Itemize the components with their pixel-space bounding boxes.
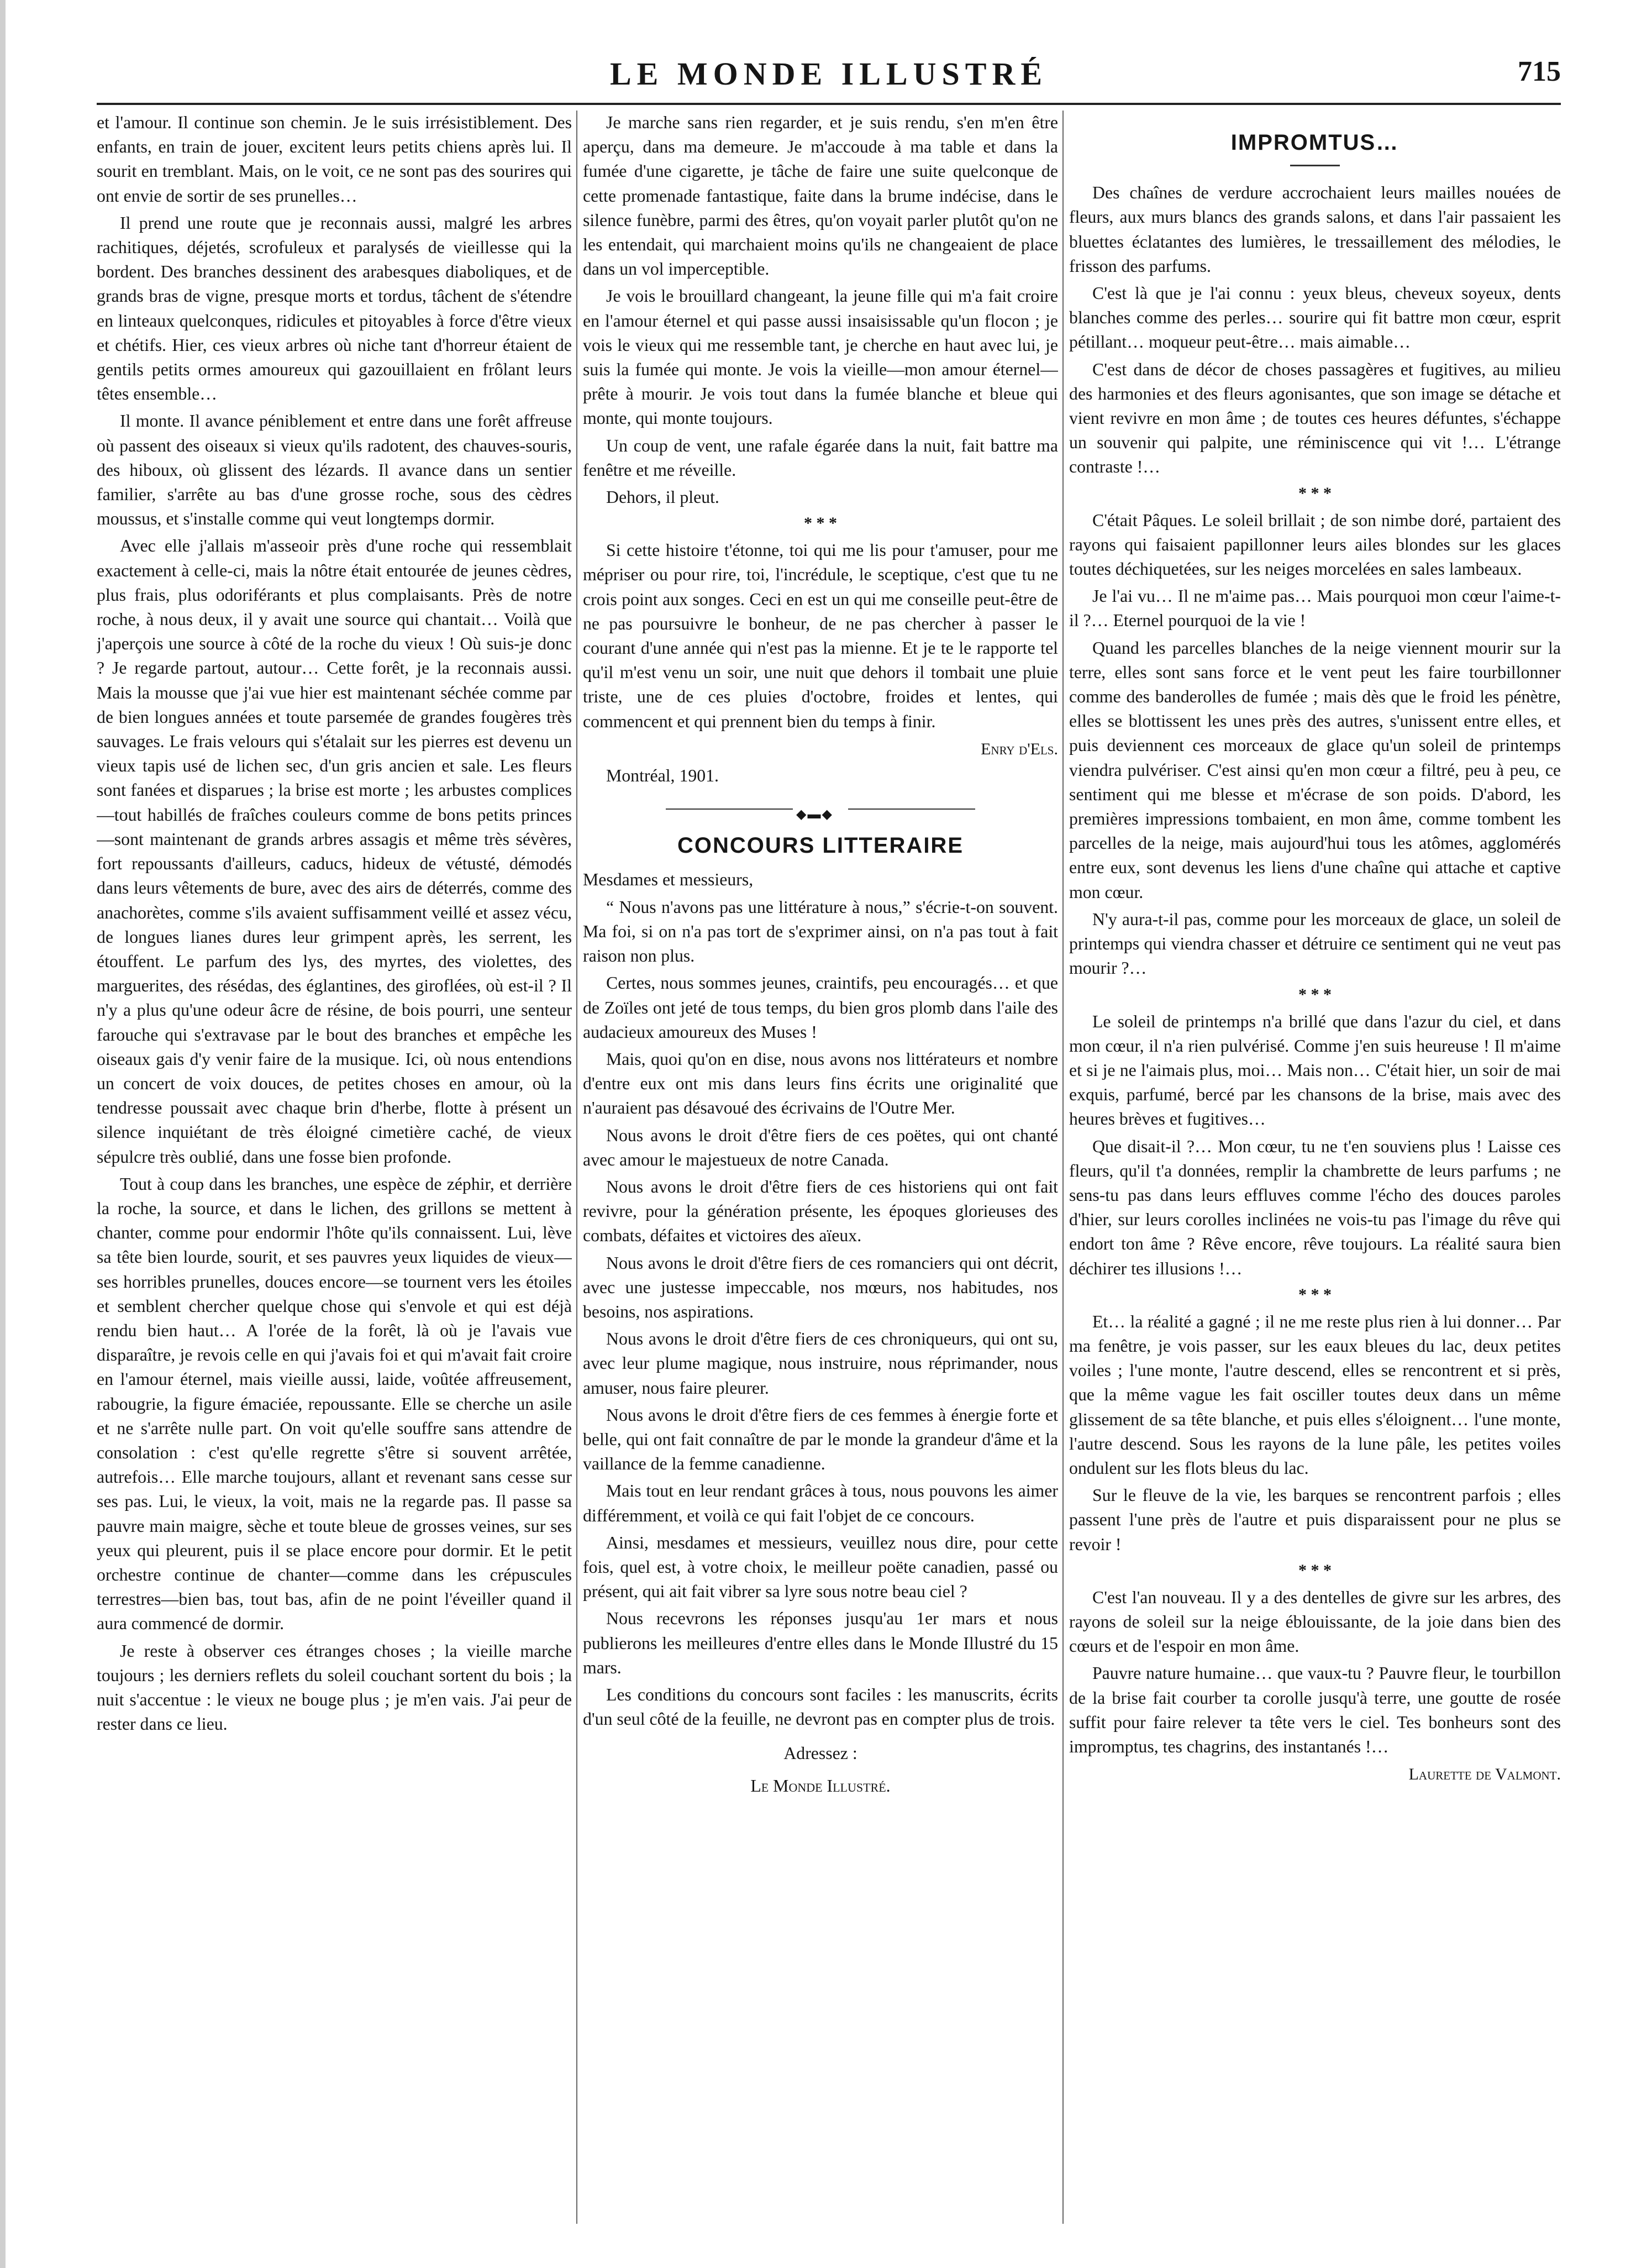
page-header: [97, 39, 1561, 105]
section-stars: * * *: [1298, 1561, 1332, 1579]
section-stars: * * *: [1298, 1285, 1332, 1304]
ornament-line: [848, 809, 975, 810]
paragraph: Il prend une route que je reconnais aussi, malgré les arbres rachitiques, déjetés, scrofuleux et paralysés de vieillesse qui la bordent. Des branches dessinent des arabesques diaboliques, et de grands bras de vigne, presque morts et tordus, tâchent de s'étendre en linteaux quelconques, ridicules et pitoyables à force d'être vieux et chétifs. Hier, ces vieux arbres où niche tant d'horreur étaient de gentils petits ormes amoureux qui gazouillaient en frôlant leurs têtes ensemble…: [97, 213, 572, 404]
column-divider: [1062, 111, 1064, 2224]
header-rule: [97, 103, 1561, 105]
paragraph: et l'amour. Il continue son chemin. Je le suis irrésistiblement. Des enfants, en train de jouer, excitent leurs petits chiens après lui. Il sourit en tremblant. Mais, on le voit, ce ne sont pas des sourires qui ont envie de sortir de ses prunelles…: [97, 113, 572, 206]
paragraph: Nous avons le droit d'être fiers de ces chroniqueurs, qui ont su, avec leur plume magique, nous instruire, nous réprimander, nous amuser, nous faire pleurer.: [583, 1329, 1058, 1398]
paragraph: Nous avons le droit d'être fiers de ces historiens qui ont fait revivre, pour la génération présente, les époques glorieuses des combats, défaites et victoires des aïeux.: [583, 1177, 1058, 1246]
masthead: LE MONDE ILLUSTRÉ: [609, 56, 1048, 92]
paragraph: Les conditions du concours sont faciles : les manuscrits, écrits d'un seul côté de la feuille, ne devront pas en compter plus de trois.: [583, 1684, 1058, 1729]
paragraph: Nous avons le droit d'être fiers de ces poëtes, qui ont chanté avec amour le majestueux de notre Canada.: [583, 1125, 1058, 1169]
address: Le Monde Illustré.: [750, 1776, 891, 1796]
column-middle: [583, 111, 1058, 2235]
paragraph: C'est là que je l'ai connu : yeux bleus, cheveux soyeux, dents blanches comme des perles… sourire qui fit battre mon cœur, esprit pétillant… moqueur peut-être… mais aimable…: [1069, 284, 1561, 352]
paragraph: Je l'ai vu… Il ne m'aime pas… Mais pourquoi mon cœur l'aime-t-il ?… Eternel pourquoi de la vie !: [1069, 586, 1561, 631]
place-date: Montréal, 1901.: [606, 766, 719, 786]
contest-salutation: Mesdames et messieurs,: [583, 870, 754, 890]
paragraph: Nous recevrons les réponses jusqu'au 1er mars et nous publierons les meilleures d'entre elles dans le Monde Illustré du 15 mars.: [583, 1609, 1058, 1677]
paragraph: Avec elle j'allais m'asseoir près d'une roche qui ressemblait exactement à celle-ci, mais la nôtre était entourée de jeunes cèdres, plus frais, plus odoriférants et plus complaisants. Près de notre roche, à nous deux, il y avait une source qui chantait… Voilà que j'aperçois une source à côté de la roche du vieux ! Où suis-je donc ? Je regarde partout, autour… Cette forêt, je la reconnais aussi. Mais la mousse que j'ai vue hier est maintenant séchée comme par de bien longues années et toute parsemée de grandes fougères très sauvages. Le frais velours qui s'étalait sur les pierres est devenu un vieux tapis usé de lichen sec, d'un gris ancien et sale. Les fleurs sont fanées et disparues ; la brise est morte ; les arbustes complices —tout habillés de fraîches couleurs comme de bons petits princes—sont maintenant de grands arbres assagis et même très sévères, fort repoussants d'ailleurs, caducs, hideux de vétusté, démodés dans leurs vêtements de bure, avec des airs de déterrés, comme des anachorètes, comme s'ils avaient suffisamment veillé et assez vécu, de longues lianes dures leur grimpent après, les serrent, les étouffent. Le parfum des lys, des myrtes, des violettes, des marguerites, des résédas, des églantines, des giroflées, où est-il ? Il n'y a plus qu'une odeur âcre de résine, de bois pourri, une senteur farouche qui s'extravase par le bout des branches et empêche les oiseaux gais d'y venir faire de la musique. Ici, où nous entendions un concert de voix douces, de petites choses en amour, où la tendresse poussait avec chaque brin d'herbe, flotte à présent un silence inquiétant de très éloigné cimetière caché, de vieux sépulcre très oublié, dans une fosse bien profonde.: [97, 536, 572, 1167]
paragraph: Pauvre nature humaine… que vaux-tu ? Pauvre fleur, le tourbillon de la brise fait courber ta corolle jusqu'à terre, une goutte de rosée suffit pour faire relever ta tête vers le ciel. Tes bonheurs sont des impromptus, tes chagrins, des instantanés !…: [1069, 1663, 1561, 1756]
paragraph: Quand les parcelles blanches de la neige viennent mourir sur la terre, elles sont sans force et le vent peut les faire tourbillonner comme des banderolles de fumée ; mais dès que le froid les pénètre, elles se blottissent les unes près des autres, s'unissent entre elles, et puis deviennent ces morceaux de glace qu'un soleil de printemps viendra pulvériser. C'est ainsi qu'en mon cœur a filtré, peu à peu, ce sentiment qui me blesse et m'écrase de son poids. D'abord, les premières impressions tombaient, en mon âme, comme tombent les parcelles de la neige, mais aujourd'hui tous les atômes, agglomérés entre eux, sont devenus les liens d'une chaîne qui attache et captive mon cœur.: [1069, 638, 1561, 902]
column-right: [1069, 111, 1561, 2235]
paragraph: Je marche sans rien regarder, et je suis rendu, s'en m'en être aperçu, dans ma demeure. Je m'accoude à ma table et dans la fumée d'une cigarette, je tâche de faire une suite quelconque de cette promenade fantastique, faite dans la brume indécise, dans le silence funèbre, parmi des êtres, qu'on voyait parler plutôt qu'on ne les entendait, qui marchaient moins qu'ils ne changeaient de place dans un vol imperceptible.: [583, 113, 1058, 279]
paragraph: Je vois le brouillard changeant, la jeune fille qui m'a fait croire en l'amour éternel et qui passe aussi insaisissable qu'un flocon ; je vois le vieux qui me ressemble tant, je cherche en haut avec lui, je suis la fumée qui monte. Je vois la vieille—mon amour éternel—prête à mourir. Je vois tout dans la fumée blanche et bleue qui monte, qui monte toujours.: [583, 286, 1058, 428]
paragraph: Il monte. Il avance péniblement et entre dans une forêt affreuse où passent des oiseaux si vieux qu'ils radotent, des chauves-souris, des hiboux, où glissent des lézards. Il avance dans un sentier familier, s'arrête au bas d'une grosse roche, sous des cèdres moussus, et s'installe comme qui veut longtemps dormir.: [97, 411, 572, 529]
paragraph: Et… la réalité a gagné ; il ne me reste plus rien à lui donner… Par ma fenêtre, je vois passer, sur les eaux bleues du lac, deux petites voiles ; l'une monte, l'autre descend, elles se rencontrent et si près, que la même vague les fait osciller toutes deux dans un même glissement de sa tête blanche, et puis elles s'éloignent… l'une monte, l'autre descend. Sous les rayons de la lune pâle, les petites voiles ondulent sur les flots bleus du lac.: [1069, 1311, 1561, 1478]
section-stars: * * *: [1298, 985, 1332, 1004]
contest-title: CONCOURS LITTERAIRE: [677, 833, 964, 858]
paragraph: “ Nous n'avons pas une littérature à nous,” s'écrie-t-on souvent. Ma foi, si on n'a pas tort de s'exprimer ainsi, on n'a pas tout à fait raison non plus.: [583, 897, 1058, 966]
paragraph: Dehors, il pleut.: [606, 487, 719, 507]
column-divider: [576, 111, 577, 2224]
page-binding-edge: [0, 0, 6, 2268]
paragraph: Ainsi, mesdames et messieurs, veuillez nous dire, pour cette fois, quel est, à votre choix, le meilleur poëte canadien, passé ou présent, qui ait fait vibrer sa lyre sous notre beau ciel ?: [583, 1532, 1058, 1602]
paragraph: Le soleil de printemps n'a brillé que dans l'azur du ciel, et dans mon cœur, il n'a rien pulvérisé. Comme j'en suis heureuse ! Il m'aime et si je ne l'aimais plus, moi… Mais non… C'était hier, un soir de mai exquis, parfumé, bercé par les chansons de la brise, mais avec des heures brèves et fugitives…: [1069, 1011, 1561, 1129]
title-underline: [1290, 165, 1340, 166]
address-label: Adressez :: [783, 1744, 857, 1763]
author-signature: Laurette de Valmont.: [1408, 1765, 1561, 1784]
section-stars: * * *: [1298, 484, 1332, 502]
paragraph: Nous avons le droit d'être fiers de ces femmes à énergie forte et belle, qui ont fait connaître de par le monde la grandeur d'âme et la vaillance de la femme canadienne.: [583, 1405, 1058, 1474]
column-left: [97, 111, 572, 2235]
section-stars: * * *: [804, 514, 837, 533]
afterword-paragraph: Si cette histoire t'étonne, toi qui me lis pour t'amuser, pour me mépriser ou pour rire, toi, l'incrédule, le sceptique, c'est que tu ne crois point aux songes. Ceci en est un qui me conseille peut-être de ne pas poursuivre le bonheur, de ne pas chercher à passer le courant d'une année qui n'est pas la mienne. Et je te le rapporte tel qu'il m'est venu un soir, une nuit que dehors il tombait une pluie triste, une de ces pluies d'octobre, froides et lentes, qui commencent et qui prennent bien du temps à finir.: [583, 540, 1058, 731]
impromptus-title: IMPROMTUS…: [1230, 130, 1400, 155]
page-number: 715: [1518, 56, 1561, 87]
paragraph: C'est l'an nouveau. Il y a des dentelles de givre sur les arbres, des rayons de soleil sur la neige éblouissante, de la joie dans bien des cœurs et de l'espoir en mon âme.: [1069, 1587, 1561, 1656]
paragraph: C'était Pâques. Le soleil brillait ; de son nimbe doré, partaient des rayons qui faisaient papillonner leurs ailes blondes sur les glaces toutes déchiquetées, sur les neiges morcelées en sales lambeaux.: [1069, 510, 1561, 579]
paragraph: Un coup de vent, une rafale égarée dans la nuit, fait battre ma fenêtre et me réveille.: [583, 435, 1058, 480]
paragraph: Nous avons le droit d'être fiers de ces romanciers qui ont décrit, avec une justesse impeccable, nos mœurs, nos habitudes, nos besoins, nos aspirations.: [583, 1253, 1058, 1321]
ornamental-divider: [583, 798, 1058, 820]
ornament-line: [666, 809, 793, 810]
ornament-glyph: ◆▬◆: [796, 807, 833, 822]
paragraph: Mais, quoi qu'on en dise, nous avons nos littérateurs et nombre d'entre eux ont mis dans leurs fins écrits une originalité que n'auraient pas désavoué des écrivains de l'Outre Mer.: [583, 1049, 1058, 1118]
paragraph: Mais tout en leur rendant grâces à tous, nous pouvons les aimer différemment, et voilà ce qui fait l'objet de ce concours.: [583, 1481, 1058, 1525]
paragraph: Certes, nous sommes jeunes, craintifs, peu encouragés… et que de Zoïles ont jeté de tous temps, du bien gros plomb dans l'aile des audacieux amoureux des Muses !: [583, 973, 1058, 1042]
paragraph: Des chaînes de verdure accrochaient leurs mailles nouées de fleurs, aux murs blancs des grands salons, et dans l'air passaient les bluettes éclatantes des lumières, le tressaillement des mélodies, le frisson des parfums.: [1069, 183, 1561, 276]
paragraph: C'est dans de décor de choses passagères et fugitives, au milieu des harmonies et des fleurs agonisantes, que son image se détache et vient revivre en mon âme ; de toutes ces heures défuntes, s'échappe un souvenir qui palpite, une réminiscence qui vit !… L'étrange contraste !…: [1069, 359, 1561, 477]
paragraph: Tout à coup dans les branches, une espèce de zéphir, et derrière la roche, la source, et dans le lichen, des grillons se mettent à chanter, comme pour endormir l'hôte qu'ils connaissent. Lui, lève sa tête bien lourde, sourit, et ses pauvres yeux liquides de vieux—ses horribles prunelles, douces encore—se tournent vers les étoiles et semblent chercher quelque chose qui s'envole et qui est déjà rendu bien haut… A l'orée de la forêt, là où je l'avais vue disparaître, je revois celle en qui j'avais foi et qui m'avait fait croire en l'amour éternel, mais vieille aussi, laide, voûtée affreusement, rabougrie, la figure émaciée, repoussante. Elle se cherche un asile et ne s'arrête nulle part. On voit qu'elle souffre sans attendre de consolation : c'est qu'elle regrette s'être si souvent arrêtée, autrefois… Elle marche toujours, allant et revenant sans cesse sur ses pas. Lui, le vieux, la voit, mais ne la regarde pas. Il passe sa pauvre main maigre, sèche et toute bleue de grosses veines, sur ses yeux qui pleurent, puis il se place encore pour dormir. Et le petit orchestre continue de chanter—comme dans les crépuscules terrestres—bien bas, tout bas, afin de ne point l'éveiller quand il aura commencé de dormir.: [97, 1174, 572, 1634]
paragraph: Sur le fleuve de la vie, les barques se rencontrent parfois ; elles passent l'une près de l'autre et puis disparaissent pour ne plus se revoir !: [1069, 1485, 1561, 1554]
author-signature: Enry d'Els.: [981, 739, 1058, 758]
paragraph: Je reste à observer ces étranges choses ; la vieille marche toujours ; les derniers reflets du soleil couchant sortent du bois ; la nuit s'accentue : le vieux ne bouge plus ; je m'en vais. J'ai peur de rester dans ce lieu.: [97, 1641, 572, 1734]
paragraph: Que disait-il ?… Mon cœur, tu ne t'en souviens plus ! Laisse ces fleurs, qu'il t'a données, remplir la chambrette de leurs parfums ; ne sens-tu pas dans leurs effluves comme l'écho des douces paroles d'hier, sur leurs corolles inclinées ne vois-tu pas l'image du rêve qui endort ton âme ? Rêve encore, rêve toujours. La réalité saura bien déchirer tes illusions !…: [1069, 1136, 1561, 1278]
paragraph: N'y aura-t-il pas, comme pour les morceaux de glace, un soleil de printemps qui viendra chasser et détruire ce sentiment qui ne veut pas mourir ?…: [1069, 909, 1561, 978]
